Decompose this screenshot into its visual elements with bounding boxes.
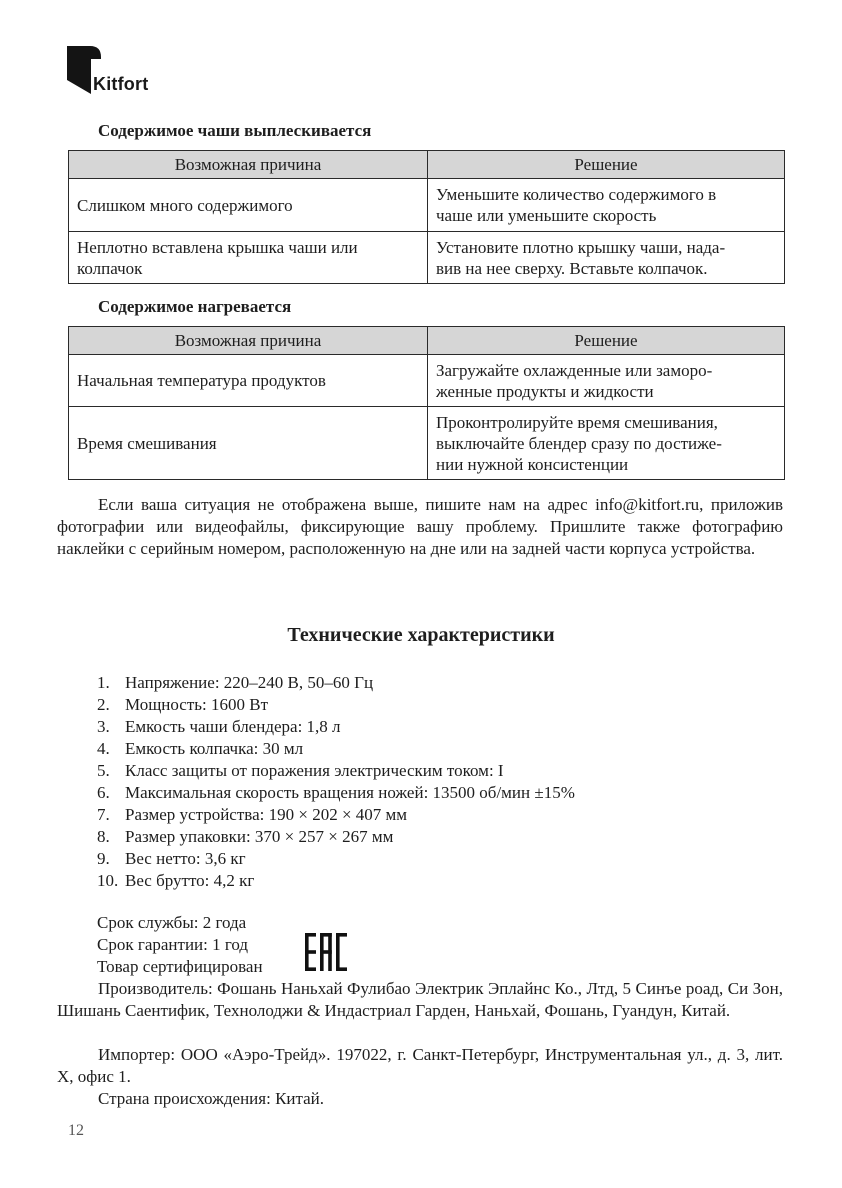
- column-header-solution: Решение: [428, 327, 785, 355]
- list-item: 2. Мощность: 1600 Вт: [97, 695, 269, 714]
- section-title-heating: Содержимое нагревается: [98, 297, 292, 316]
- list-item: 3. Емкость чаши блендера: 1,8 л: [97, 717, 341, 736]
- brand-name: Kitfort: [93, 74, 149, 94]
- importer-paragraph: Импортер: ООО «Аэро-Трейд». 197022, г. Санкт-Петербург, Инструментальная ул., д. 3, лит. X, офис 1.: [57, 1045, 783, 1086]
- eac-certification-icon: [305, 933, 347, 971]
- origin-paragraph: Страна происхождения: Китай.: [98, 1089, 325, 1108]
- troubleshoot-table-overflow: [68, 150, 785, 284]
- list-item: 1. Напряжение: 220–240 В, 50–60 Гц: [97, 673, 374, 692]
- section-title-overflow: Содержимое чаши выплескивается: [98, 121, 372, 140]
- solution-cell: Установите плотно крышку чаши, нада- вив на нее сверху. Вставьте колпачок.: [428, 232, 785, 284]
- list-item: 10. Вес брутто: 4,2 кг: [97, 871, 255, 890]
- solution-cell: Уменьшите количество содержимого в чаше или уменьшите скорость: [428, 179, 785, 232]
- cause-cell: Время смешивания: [69, 407, 428, 480]
- solution-cell: Загружайте охлажденные или заморо- женные продукты и жидкости: [428, 355, 785, 407]
- kitfort-logo: [67, 46, 177, 96]
- certified-label: Товар сертифицирован: [97, 957, 263, 976]
- cause-cell: Слишком много содержимого: [69, 179, 428, 232]
- column-header-cause: Возможная причина: [69, 327, 428, 355]
- table-row: [69, 232, 785, 284]
- list-item: 9. Вес нетто: 3,6 кг: [97, 849, 246, 868]
- contact-paragraph: Если ваша ситуация не отображена выше, пишите нам на адрес info@kitfort.ru, приложив фотографии или видеофайлы, фиксирующие вашу проблему. Пришлите также фотографию наклейки с серийным номером, расположенную на дне или на задней части корпуса устройства.: [57, 495, 783, 558]
- cause-cell: Неплотно вставлена крышка чаши или колпачок: [69, 232, 428, 284]
- column-header-solution: Решение: [428, 151, 785, 179]
- table-row: [69, 407, 785, 480]
- list-item: 6. Максимальная скорость вращения ножей: 13500 об/мин ±15%: [97, 783, 575, 802]
- manufacturer-paragraph: Производитель: Фошань Наньхай Фулибао Электрик Эплайнс Ко., Лтд, 5 Синъе роад, Си Зон, Шишань Саентифик, Технолоджи & Индастриал Гарден, Наньхай, Фошань, Гуандун, Китай.: [57, 979, 783, 1020]
- cause-cell: Начальная температура продуктов: [69, 355, 428, 407]
- column-header-cause: Возможная причина: [69, 151, 428, 179]
- troubleshoot-table-heating: [68, 326, 785, 480]
- specs-heading: Технические характеристики: [287, 624, 555, 646]
- solution-cell: Проконтролируйте время смешивания, выключайте блендер сразу по достиже- нии нужной консистенции: [428, 407, 785, 480]
- list-item: 8. Размер упаковки: 370 × 257 × 267 мм: [97, 827, 394, 846]
- warranty: Срок гарантии: 1 год: [97, 935, 249, 954]
- page-number: 12: [68, 1122, 84, 1139]
- service-life: Срок службы: 2 года: [97, 913, 247, 932]
- table-row: [69, 179, 785, 232]
- list-item: 7. Размер устройства: 190 × 202 × 407 мм: [97, 805, 408, 824]
- specs-list: [97, 672, 575, 892]
- list-item: 5. Класс защиты от поражения электрическим током: I: [97, 761, 504, 780]
- table-row: [69, 355, 785, 407]
- list-item: 4. Емкость колпачка: 30 мл: [97, 739, 304, 758]
